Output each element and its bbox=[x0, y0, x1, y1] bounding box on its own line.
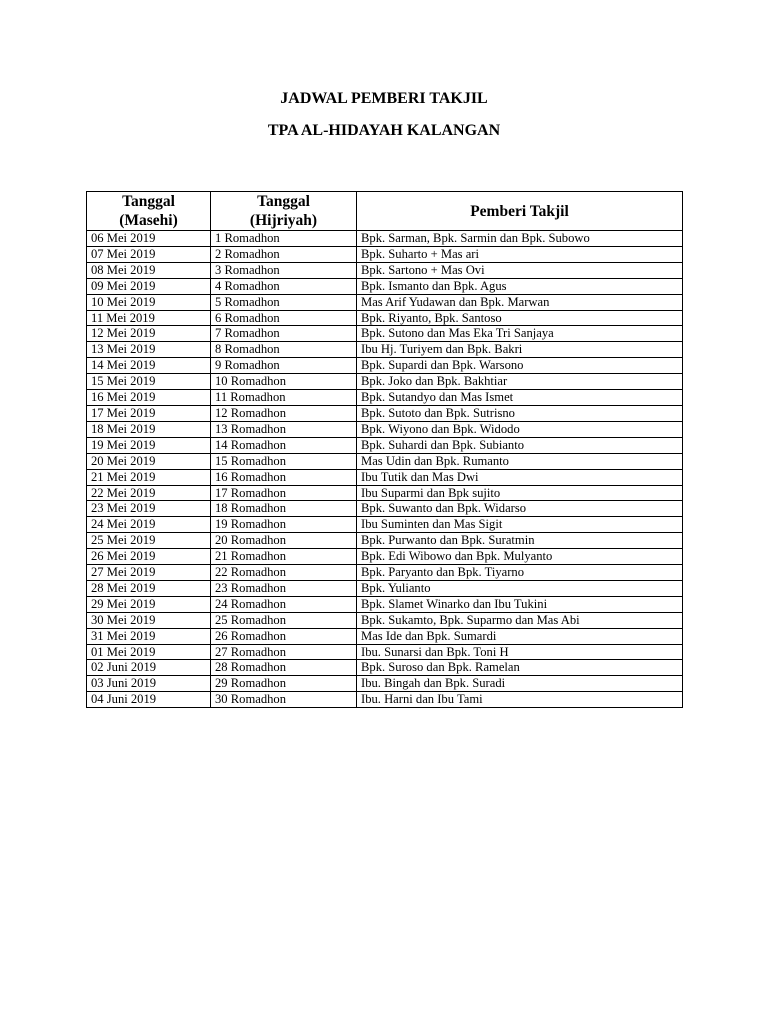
header-hijriyah bbox=[211, 192, 357, 231]
cell-hijriyah: 15 Romadhon bbox=[211, 453, 357, 469]
cell-masehi: 01 Mei 2019 bbox=[87, 644, 211, 660]
table-row bbox=[87, 437, 683, 453]
cell-pemberi: Bpk. Sartono + Mas Ovi bbox=[357, 262, 683, 278]
cell-hijriyah: 5 Romadhon bbox=[211, 294, 357, 310]
cell-masehi: 25 Mei 2019 bbox=[87, 533, 211, 549]
cell-masehi: 30 Mei 2019 bbox=[87, 612, 211, 628]
cell-pemberi: Bpk. Supardi dan Bpk. Warsono bbox=[357, 358, 683, 374]
table-row bbox=[87, 278, 683, 294]
cell-pemberi: Ibu. Sunarsi dan Bpk. Toni H bbox=[357, 644, 683, 660]
cell-hijriyah: 28 Romadhon bbox=[211, 660, 357, 676]
table-row bbox=[87, 374, 683, 390]
cell-masehi: 02 Juni 2019 bbox=[87, 660, 211, 676]
cell-hijriyah: 10 Romadhon bbox=[211, 374, 357, 390]
table-row bbox=[87, 405, 683, 421]
document-subtitle: TPA AL-HIDAYAH KALANGAN bbox=[267, 122, 501, 139]
cell-hijriyah: 19 Romadhon bbox=[211, 517, 357, 533]
cell-pemberi: Bpk. Edi Wibowo dan Bpk. Mulyanto bbox=[357, 549, 683, 565]
cell-masehi: 22 Mei 2019 bbox=[87, 485, 211, 501]
cell-masehi: 29 Mei 2019 bbox=[87, 596, 211, 612]
cell-masehi: 17 Mei 2019 bbox=[87, 405, 211, 421]
cell-hijriyah: 8 Romadhon bbox=[211, 342, 357, 358]
table-row bbox=[87, 676, 683, 692]
cell-pemberi: Ibu Tutik dan Mas Dwi bbox=[357, 469, 683, 485]
table-row bbox=[87, 692, 683, 708]
cell-pemberi: Bpk. Suharto + Mas ari bbox=[357, 246, 683, 262]
cell-pemberi: Ibu Suminten dan Mas Sigit bbox=[357, 517, 683, 533]
cell-hijriyah: 4 Romadhon bbox=[211, 278, 357, 294]
table-row bbox=[87, 262, 683, 278]
header-masehi-line1: Tanggal bbox=[122, 193, 175, 210]
table-row bbox=[87, 485, 683, 501]
cell-hijriyah: 1 Romadhon bbox=[211, 231, 357, 247]
cell-pemberi: Bpk. Purwanto dan Bpk. Suratmin bbox=[357, 533, 683, 549]
cell-hijriyah: 26 Romadhon bbox=[211, 628, 357, 644]
cell-pemberi: Bpk. Sutandyo dan Mas Ismet bbox=[357, 390, 683, 406]
header-pemberi: Pemberi Takjil bbox=[357, 192, 683, 231]
cell-masehi: 21 Mei 2019 bbox=[87, 469, 211, 485]
cell-hijriyah: 2 Romadhon bbox=[211, 246, 357, 262]
cell-hijriyah: 29 Romadhon bbox=[211, 676, 357, 692]
cell-masehi: 14 Mei 2019 bbox=[87, 358, 211, 374]
table-row bbox=[87, 390, 683, 406]
table-row bbox=[87, 660, 683, 676]
cell-hijriyah: 6 Romadhon bbox=[211, 310, 357, 326]
cell-hijriyah: 24 Romadhon bbox=[211, 596, 357, 612]
cell-pemberi: Bpk. Wiyono dan Bpk. Widodo bbox=[357, 421, 683, 437]
cell-masehi: 28 Mei 2019 bbox=[87, 580, 211, 596]
table-row bbox=[87, 612, 683, 628]
table-row bbox=[87, 596, 683, 612]
table-row bbox=[87, 310, 683, 326]
cell-hijriyah: 16 Romadhon bbox=[211, 469, 357, 485]
cell-hijriyah: 3 Romadhon bbox=[211, 262, 357, 278]
cell-masehi: 06 Mei 2019 bbox=[87, 231, 211, 247]
cell-masehi: 20 Mei 2019 bbox=[87, 453, 211, 469]
cell-pemberi: Ibu. Bingah dan Bpk. Suradi bbox=[357, 676, 683, 692]
cell-masehi: 07 Mei 2019 bbox=[87, 246, 211, 262]
cell-pemberi: Bpk. Suwanto dan Bpk. Widarso bbox=[357, 501, 683, 517]
cell-pemberi: Mas Arif Yudawan dan Bpk. Marwan bbox=[357, 294, 683, 310]
cell-pemberi: Bpk. Suhardi dan Bpk. Subianto bbox=[357, 437, 683, 453]
table-row bbox=[87, 501, 683, 517]
table-row bbox=[87, 644, 683, 660]
cell-hijriyah: 25 Romadhon bbox=[211, 612, 357, 628]
cell-hijriyah: 14 Romadhon bbox=[211, 437, 357, 453]
header-masehi-line2: (Masehi) bbox=[119, 212, 178, 229]
cell-hijriyah: 13 Romadhon bbox=[211, 421, 357, 437]
cell-masehi: 16 Mei 2019 bbox=[87, 390, 211, 406]
cell-pemberi: Bpk. Sukamto, Bpk. Suparmo dan Mas Abi bbox=[357, 612, 683, 628]
table-row bbox=[87, 358, 683, 374]
cell-masehi: 31 Mei 2019 bbox=[87, 628, 211, 644]
cell-hijriyah: 11 Romadhon bbox=[211, 390, 357, 406]
table-row bbox=[87, 246, 683, 262]
header-masehi bbox=[87, 192, 211, 231]
document-title: JADWAL PEMBERI TAKJIL bbox=[280, 90, 488, 107]
cell-pemberi: Bpk. Yulianto bbox=[357, 580, 683, 596]
cell-hijriyah: 12 Romadhon bbox=[211, 405, 357, 421]
cell-masehi: 12 Mei 2019 bbox=[87, 326, 211, 342]
cell-hijriyah: 20 Romadhon bbox=[211, 533, 357, 549]
cell-masehi: 18 Mei 2019 bbox=[87, 421, 211, 437]
cell-masehi: 27 Mei 2019 bbox=[87, 565, 211, 581]
cell-masehi: 11 Mei 2019 bbox=[87, 310, 211, 326]
cell-masehi: 04 Juni 2019 bbox=[87, 692, 211, 708]
table-row bbox=[87, 533, 683, 549]
cell-hijriyah: 23 Romadhon bbox=[211, 580, 357, 596]
cell-pemberi: Bpk. Riyanto, Bpk. Santoso bbox=[357, 310, 683, 326]
table-row bbox=[87, 469, 683, 485]
table-row bbox=[87, 421, 683, 437]
cell-masehi: 15 Mei 2019 bbox=[87, 374, 211, 390]
table-row bbox=[87, 453, 683, 469]
cell-hijriyah: 17 Romadhon bbox=[211, 485, 357, 501]
cell-pemberi: Bpk. Slamet Winarko dan Ibu Tukini bbox=[357, 596, 683, 612]
cell-pemberi: Bpk. Suroso dan Bpk. Ramelan bbox=[357, 660, 683, 676]
cell-pemberi: Bpk. Paryanto dan Bpk. Tiyarno bbox=[357, 565, 683, 581]
cell-masehi: 23 Mei 2019 bbox=[87, 501, 211, 517]
table-row bbox=[87, 294, 683, 310]
cell-pemberi: Mas Udin dan Bpk. Rumanto bbox=[357, 453, 683, 469]
cell-hijriyah: 18 Romadhon bbox=[211, 501, 357, 517]
table-row bbox=[87, 565, 683, 581]
header-hijriyah-line1: Tanggal bbox=[257, 193, 310, 210]
cell-masehi: 24 Mei 2019 bbox=[87, 517, 211, 533]
cell-masehi: 26 Mei 2019 bbox=[87, 549, 211, 565]
cell-hijriyah: 21 Romadhon bbox=[211, 549, 357, 565]
cell-masehi: 10 Mei 2019 bbox=[87, 294, 211, 310]
cell-pemberi: Bpk. Sutono dan Mas Eka Tri Sanjaya bbox=[357, 326, 683, 342]
cell-pemberi: Ibu. Harni dan Ibu Tami bbox=[357, 692, 683, 708]
table-row bbox=[87, 580, 683, 596]
cell-masehi: 19 Mei 2019 bbox=[87, 437, 211, 453]
table-row bbox=[87, 326, 683, 342]
cell-pemberi: Bpk. Joko dan Bpk. Bakhtiar bbox=[357, 374, 683, 390]
table-row bbox=[87, 628, 683, 644]
cell-hijriyah: 9 Romadhon bbox=[211, 358, 357, 374]
cell-masehi: 13 Mei 2019 bbox=[87, 342, 211, 358]
header-row bbox=[87, 192, 683, 231]
table-row bbox=[87, 549, 683, 565]
cell-pemberi: Mas Ide dan Bpk. Sumardi bbox=[357, 628, 683, 644]
cell-pemberi: Bpk. Sarman, Bpk. Sarmin dan Bpk. Subowo bbox=[357, 231, 683, 247]
cell-hijriyah: 7 Romadhon bbox=[211, 326, 357, 342]
cell-masehi: 09 Mei 2019 bbox=[87, 278, 211, 294]
cell-masehi: 08 Mei 2019 bbox=[87, 262, 211, 278]
cell-hijriyah: 27 Romadhon bbox=[211, 644, 357, 660]
cell-masehi: 03 Juni 2019 bbox=[87, 676, 211, 692]
table-row bbox=[87, 231, 683, 247]
cell-pemberi: Bpk. Ismanto dan Bpk. Agus bbox=[357, 278, 683, 294]
table-row bbox=[87, 517, 683, 533]
cell-hijriyah: 22 Romadhon bbox=[211, 565, 357, 581]
header-hijriyah-line2: (Hijriyah) bbox=[249, 212, 318, 229]
cell-hijriyah: 30 Romadhon bbox=[211, 692, 357, 708]
table-row bbox=[87, 342, 683, 358]
cell-pemberi: Ibu Suparmi dan Bpk sujito bbox=[357, 485, 683, 501]
cell-pemberi: Ibu Hj. Turiyem dan Bpk. Bakri bbox=[357, 342, 683, 358]
schedule-table bbox=[86, 191, 683, 708]
cell-pemberi: Bpk. Sutoto dan Bpk. Sutrisno bbox=[357, 405, 683, 421]
